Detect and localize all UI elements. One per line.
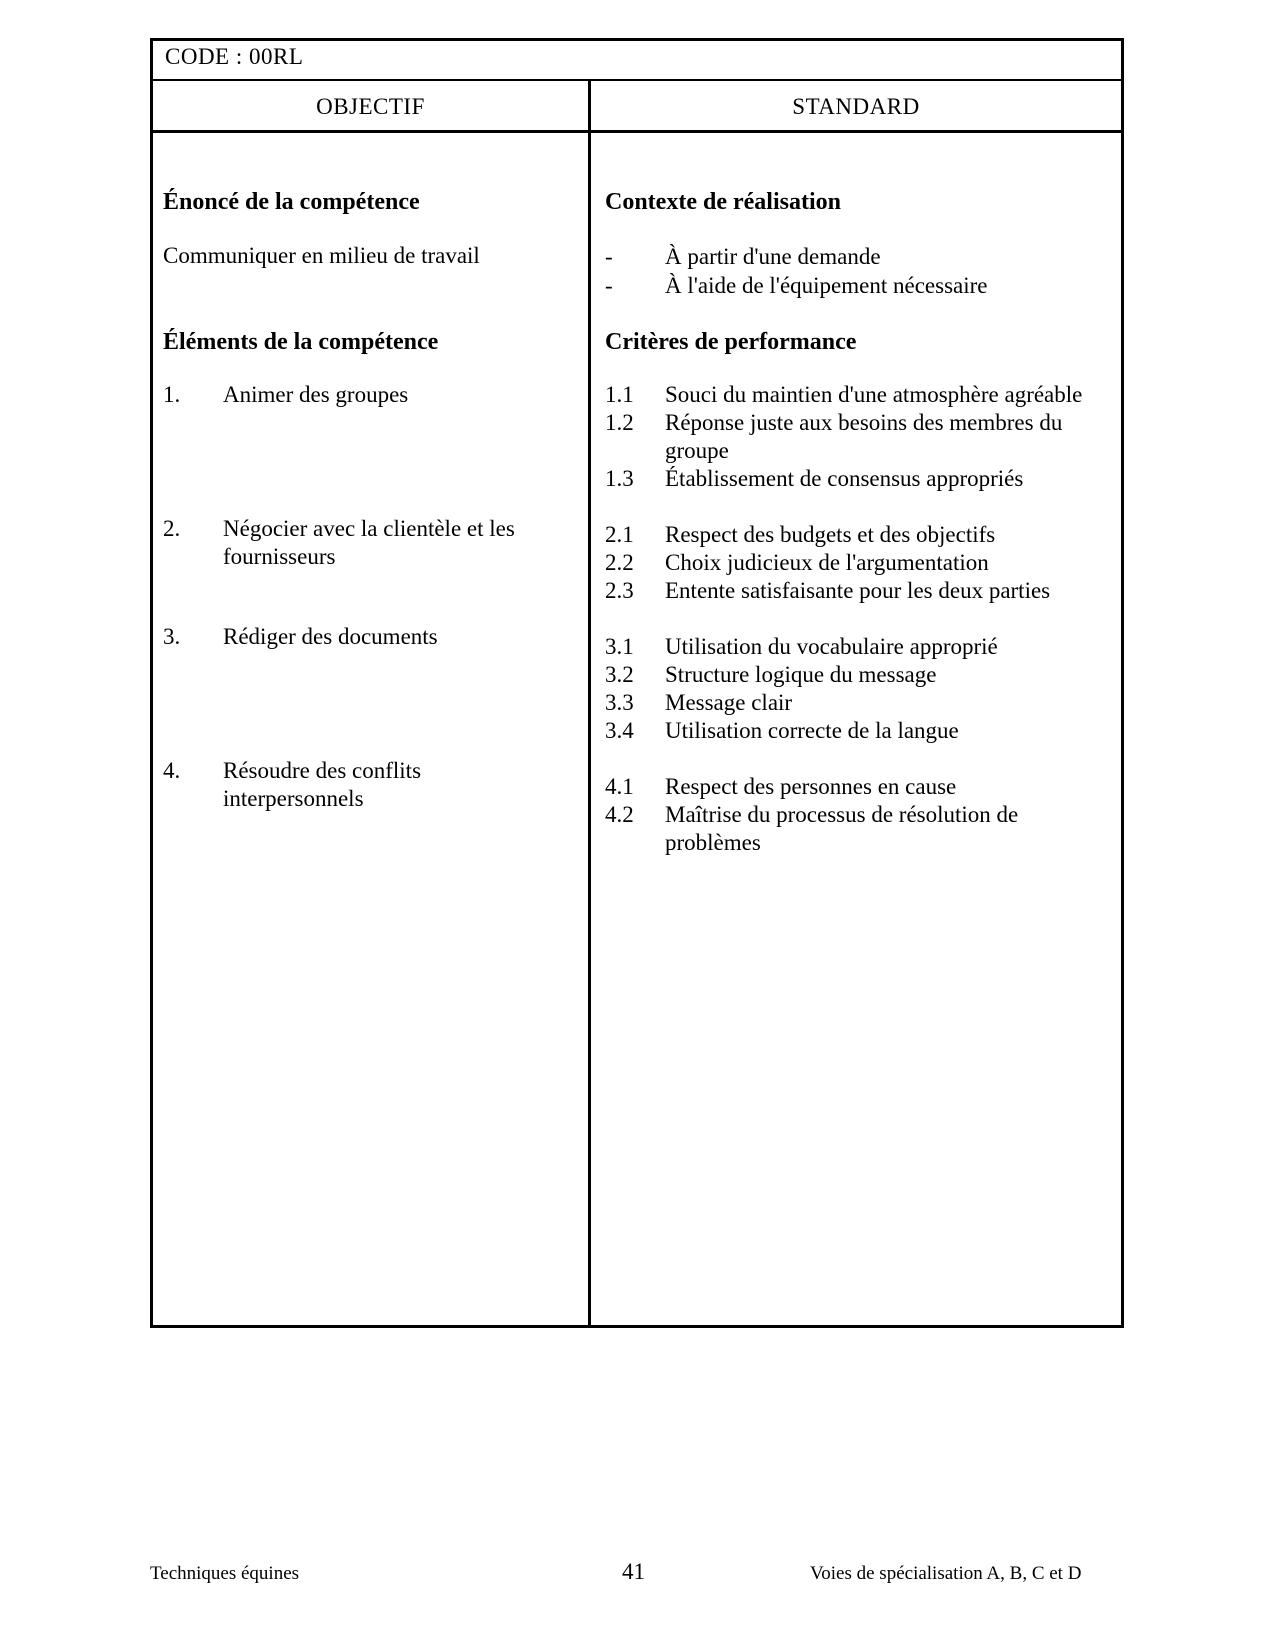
element-number: 1. bbox=[163, 382, 181, 407]
critere-number: 2.1 bbox=[605, 522, 634, 547]
critere-number: 3.3 bbox=[605, 690, 634, 715]
element-label: Animer des groupes bbox=[223, 382, 409, 407]
critere-label: Entente satisfaisante pour les deux parties bbox=[665, 578, 1051, 603]
standard-header: STANDARD bbox=[792, 94, 920, 119]
critere-label: Établissement de consensus appropriés bbox=[665, 466, 1024, 491]
critere-label: Utilisation du vocabulaire approprié bbox=[665, 634, 998, 659]
critere-number: 1.1 bbox=[605, 382, 634, 407]
enonce-text: Communiquer en milieu de travail bbox=[163, 243, 480, 268]
element-label: Résoudre des conflits interpersonnels bbox=[223, 758, 422, 811]
critere-number: 3.1 bbox=[605, 634, 634, 659]
elements-title: Éléments de la compétence bbox=[163, 329, 439, 355]
contexte-label: À l'aide de l'équipement nécessaire bbox=[665, 273, 988, 298]
page-number: 41 bbox=[622, 1559, 645, 1584]
critere-label: Utilisation correcte de la langue bbox=[665, 718, 959, 743]
critere-label: Respect des personnes en cause bbox=[665, 774, 957, 799]
objectif-column bbox=[163, 133, 583, 1325]
critere-label: Message clair bbox=[665, 690, 793, 715]
footer-specialisation: Voies de spécialisation A, B, C et D bbox=[810, 1563, 1082, 1584]
element-number: 3. bbox=[163, 624, 181, 649]
column-divider bbox=[588, 79, 591, 1325]
bullet: - bbox=[605, 244, 613, 269]
bullet: - bbox=[605, 273, 613, 298]
critere-label: Souci du maintien d'une atmosphère agréable bbox=[665, 382, 1083, 407]
competence-table bbox=[150, 38, 1124, 1328]
critere-label: Réponse juste aux besoins des membres du groupe bbox=[665, 410, 1063, 463]
critere-number: 4.1 bbox=[605, 774, 634, 799]
critere-number: 1.3 bbox=[605, 466, 634, 491]
critere-number: 2.3 bbox=[605, 578, 634, 603]
element-label: Négocier avec la clientèle et les fournisseurs bbox=[223, 516, 515, 569]
critere-number: 3.2 bbox=[605, 662, 634, 687]
critere-number: 2.2 bbox=[605, 550, 634, 575]
contexte-label: À partir d'une demande bbox=[665, 244, 881, 269]
objectif-header: OBJECTIF bbox=[316, 94, 425, 119]
critere-number: 4.2 bbox=[605, 802, 634, 827]
standard-column bbox=[605, 133, 1111, 1325]
footer-program: Techniques équines bbox=[150, 1563, 300, 1584]
contexte-title: Contexte de réalisation bbox=[605, 189, 841, 215]
element-number: 4. bbox=[163, 758, 181, 783]
criteres-title: Critères de performance bbox=[605, 329, 857, 355]
critere-label: Choix judicieux de l'argumentation bbox=[665, 550, 989, 575]
critere-label: Respect des budgets et des objectifs bbox=[665, 522, 996, 547]
enonce-title: Énoncé de la compétence bbox=[163, 189, 420, 215]
critere-number: 1.2 bbox=[605, 410, 634, 435]
header-row bbox=[153, 79, 1121, 133]
critere-number: 3.4 bbox=[605, 718, 634, 743]
critere-label: Maîtrise du processus de résolution de problèmes bbox=[665, 802, 1019, 855]
element-number: 2. bbox=[163, 516, 181, 541]
critere-label: Structure logique du message bbox=[665, 662, 937, 687]
element-label: Rédiger des documents bbox=[223, 624, 438, 649]
code-label: CODE : 00RL bbox=[153, 41, 1121, 81]
